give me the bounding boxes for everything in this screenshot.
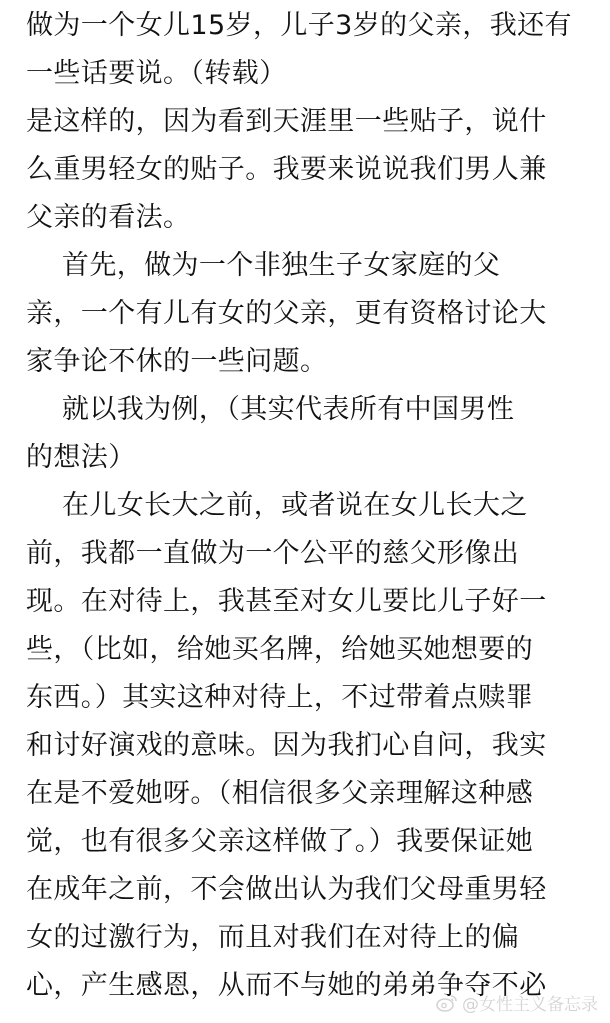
text-line: 父亲的看法。 [26, 202, 191, 233]
text-line: 么重男轻女的贴子。我要来说说我们男人兼 [26, 154, 547, 185]
text-line: 在成年之前，不会做出认为我们父母重男轻 [26, 874, 547, 905]
text-line: 在儿女长大之前，或者说在女儿长大之 [26, 490, 528, 521]
text-line: 家争论不休的一些问题。 [26, 346, 328, 377]
text-line: 首先，做为一个非独生子女家庭的父 [26, 250, 501, 281]
text-line: 是这样的，因为看到天涯里一些贴子，说什 [26, 106, 547, 137]
text-line: 和讨好演戏的意味。因为我扪心自问，我实 [26, 730, 547, 761]
text-line: 觉，也有很多父亲这样做了。）我要保证她 [26, 826, 534, 857]
text-line: 前，我都一直做为一个公平的慈父形像出 [26, 538, 520, 569]
text-line: 女的过激行为，而且对我们在对待上的偏 [26, 922, 520, 953]
text-line: 亲，一个有儿有女的父亲，更有资格讨论大 [26, 298, 547, 329]
weibo-watermark [436, 990, 598, 1015]
text-line: 心，产生感恩，从而不与她的弟弟争夺不必 [26, 970, 547, 1001]
text-line: 些，（比如，给她买名牌，给她买她想要的 [26, 634, 534, 665]
weibo-logo-icon [436, 994, 458, 1012]
text-line: 现。在对待上，我甚至对女儿要比儿子好一 [26, 586, 547, 617]
text-line: 的想法） [26, 442, 136, 473]
text-line: 做为一个女儿15岁，儿子3岁的父亲，我还有 [26, 10, 572, 41]
watermark-text: @女性主义备忘录 [462, 995, 598, 1015]
text-line: 就以我为例，（其实代表所有中国男性 [26, 394, 515, 425]
text-line: 在是不爱她呀。（相信很多父亲理解这种感 [26, 778, 534, 809]
text-line: 一些话要说。（转载） [26, 58, 287, 89]
text-line: 东西。）其实这种对待上，不过带着点赎罪 [26, 682, 534, 713]
